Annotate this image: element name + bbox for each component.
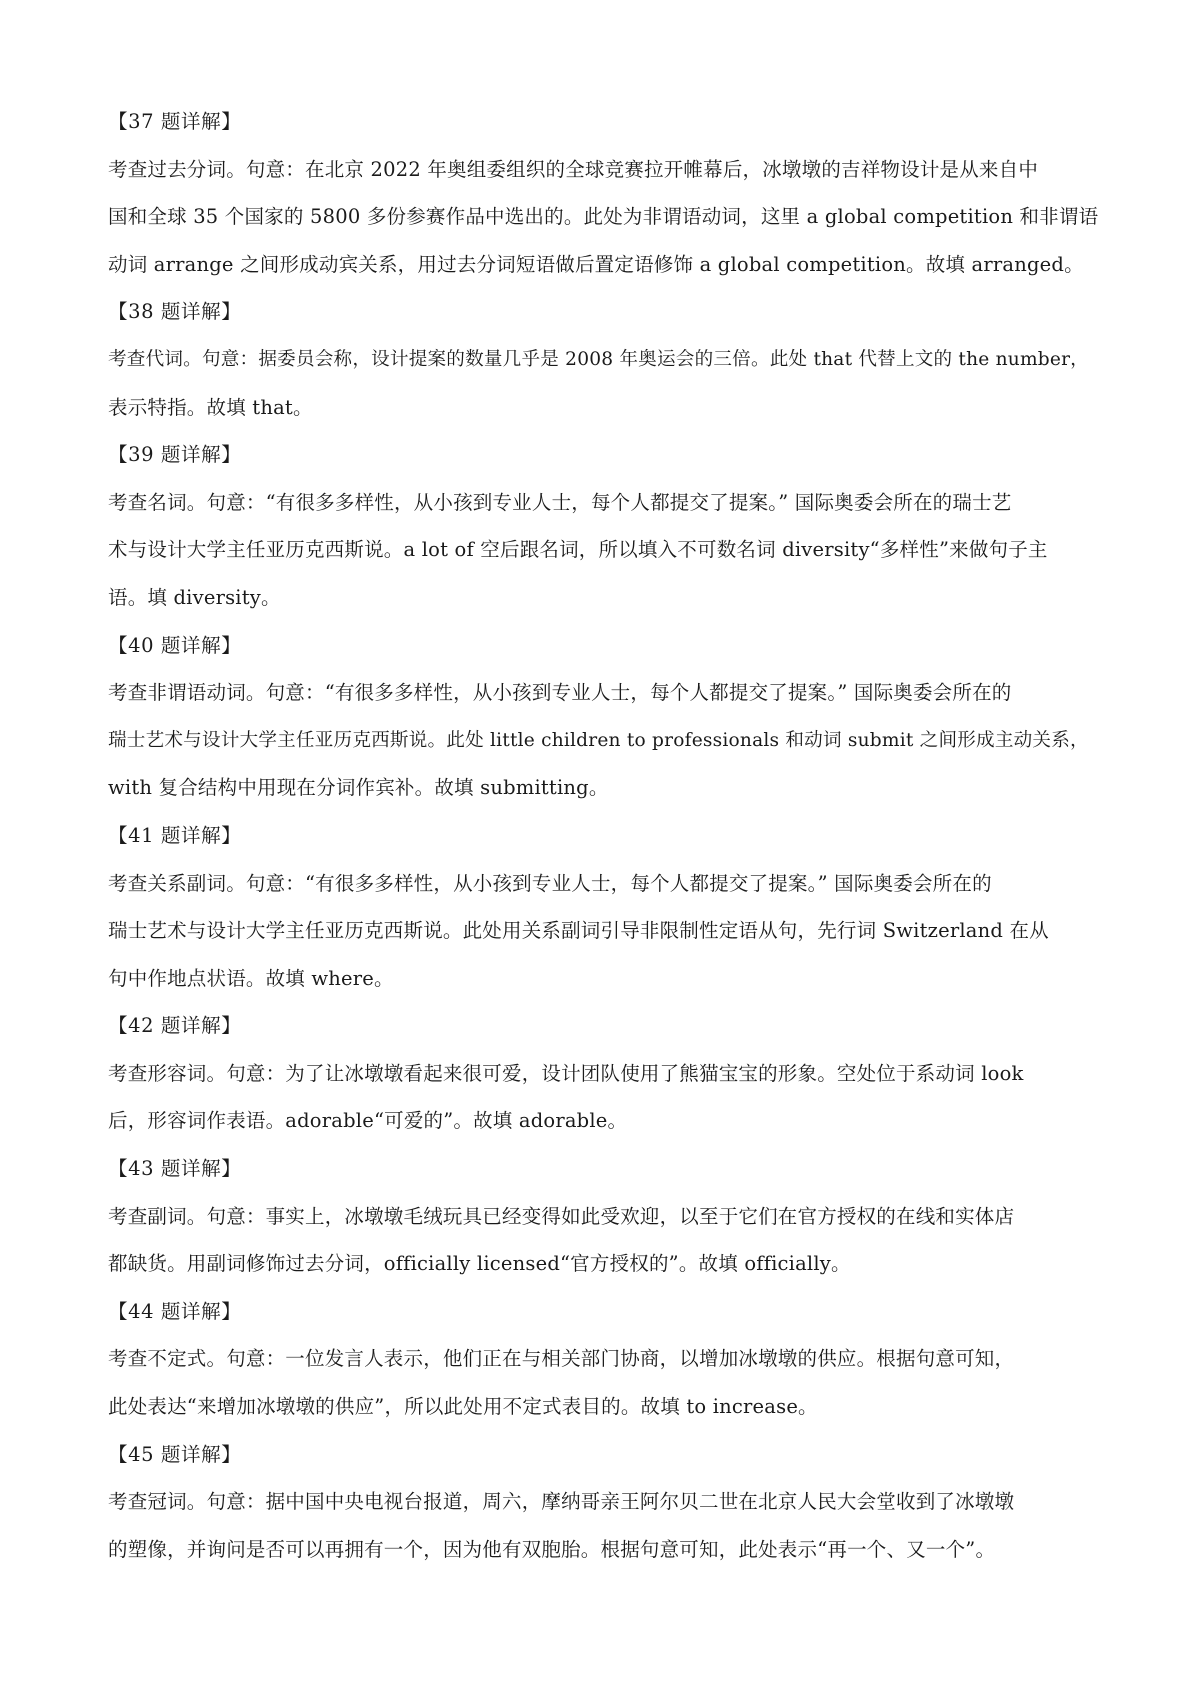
paragraph-line: 考查关系副词。句意：“有很多多样性，从小孩到专业人士，每个人都提交了提案。” 国际奥委会所在的 <box>108 871 992 895</box>
section-heading: 【44 题详解】 <box>108 1299 242 1323</box>
section-heading: 【40 题详解】 <box>108 633 242 657</box>
paragraph-line: 考查不定式。句意：一位发言人表示，他们正在与相关部门协商，以增加冰墩墩的供应。根据句意可知， <box>108 1347 1015 1371</box>
section-heading: 【39 题详解】 <box>108 443 242 467</box>
paragraph-line: 都缺货。用副词修饰过去分词，officially licensed“官方授权的”。故填 officially。 <box>108 1252 851 1276</box>
paragraph-line: 考查副词。句意：事实上，冰墩墩毛绒玩具已经变得如此受欢迎，以至于它们在官方授权的在线和实体店 <box>108 1204 1015 1228</box>
paragraph-line: 考查非谓语动词。句意：“有很多多样性，从小孩到专业人士，每个人都提交了提案。” 国际奥委会所在的 <box>108 681 1012 705</box>
section-heading: 【38 题详解】 <box>108 300 242 324</box>
paragraph-line: 后，形容词作表语。adorable“可爱的”。故填 adorable。 <box>108 1109 628 1133</box>
paragraph-line: 语。填 diversity。 <box>108 585 281 609</box>
explanation-42 <box>108 1002 1098 1145</box>
paragraph-line: 考查代词。句意：据委员会称，设计提案的数量几乎是 2008 年奥运会的三倍。此处 that 代替上文的 the number， <box>108 348 1089 370</box>
paragraph-line: 考查形容词。句意：为了让冰墩墩看起来很可爱，设计团队使用了熊猫宝宝的形象。空处位于系动词 look <box>108 1061 1024 1085</box>
explanation-44 <box>108 1288 1098 1431</box>
paragraph-line: 考查冠词。句意：据中国中央电视台报道，周六，摩纳哥亲王阿尔贝二世在北京人民大会堂收到了冰墩墩 <box>108 1490 1015 1514</box>
explanation-37 <box>108 98 1098 288</box>
section-heading: 【37 题详解】 <box>108 110 242 133</box>
explanation-45 <box>108 1431 1098 1574</box>
explanation-40 <box>108 622 1098 812</box>
explanation-41 <box>108 812 1098 1002</box>
explanation-38 <box>108 288 1098 431</box>
paragraph-line: 考查名词。句意：“有很多多样性，从小孩到专业人士，每个人都提交了提案。” 国际奥委会所在的瑞士艺 <box>108 490 1012 514</box>
explanation-39 <box>108 431 1098 621</box>
paragraph-line: 表示特指。故填 that。 <box>108 395 313 419</box>
paragraph-line: 术与设计大学主任亚历克西斯说。a lot of 空后跟名词，所以填入不可数名词 diversity“多样性”来做句子主 <box>108 538 1048 562</box>
paragraph-line: 此处表达“来增加冰墩墩的供应”，所以此处用不定式表目的。故填 to increase。 <box>108 1395 818 1419</box>
section-heading: 【43 题详解】 <box>108 1157 242 1181</box>
document-body <box>108 98 1098 1573</box>
paragraph-line: 考查过去分词。句意：在北京 2022 年奥组委组织的全球竞赛拉开帷幕后，冰墩墩的吉祥物设计是从来自中 <box>108 157 1039 181</box>
paragraph-line: 国和全球 35 个国家的 5800 多份参赛作品中选出的。此处为非谓语动词，这里 a global competition 和非谓语 <box>108 205 1099 229</box>
paragraph-line: with 复合结构中用现在分词作宾补。故填 submitting。 <box>108 776 609 800</box>
paragraph-line: 动词 arrange 之间形成动宾关系，用过去分词短语做后置定语修饰 a global competition。故填 arranged。 <box>108 252 1084 276</box>
paragraph-line: 的塑像，并询问是否可以再拥有一个，因为他有双胞胎。根据句意可知，此处表示“再一个、又一个”。 <box>108 1537 996 1561</box>
explanation-43 <box>108 1145 1098 1288</box>
paragraph-line: 瑞士艺术与设计大学主任亚历克西斯说。此处用关系副词引导非限制性定语从句，先行词 Switzerland 在从 <box>108 919 1049 943</box>
paragraph-line: 瑞士艺术与设计大学主任亚历克西斯说。此处 little children to professionals 和动词 submit 之间形成主动关系， <box>108 729 1089 751</box>
section-heading: 【45 题详解】 <box>108 1442 242 1466</box>
section-heading: 【42 题详解】 <box>108 1014 242 1038</box>
paragraph-line: 句中作地点状语。故填 where。 <box>108 966 394 990</box>
section-heading: 【41 题详解】 <box>108 823 242 847</box>
